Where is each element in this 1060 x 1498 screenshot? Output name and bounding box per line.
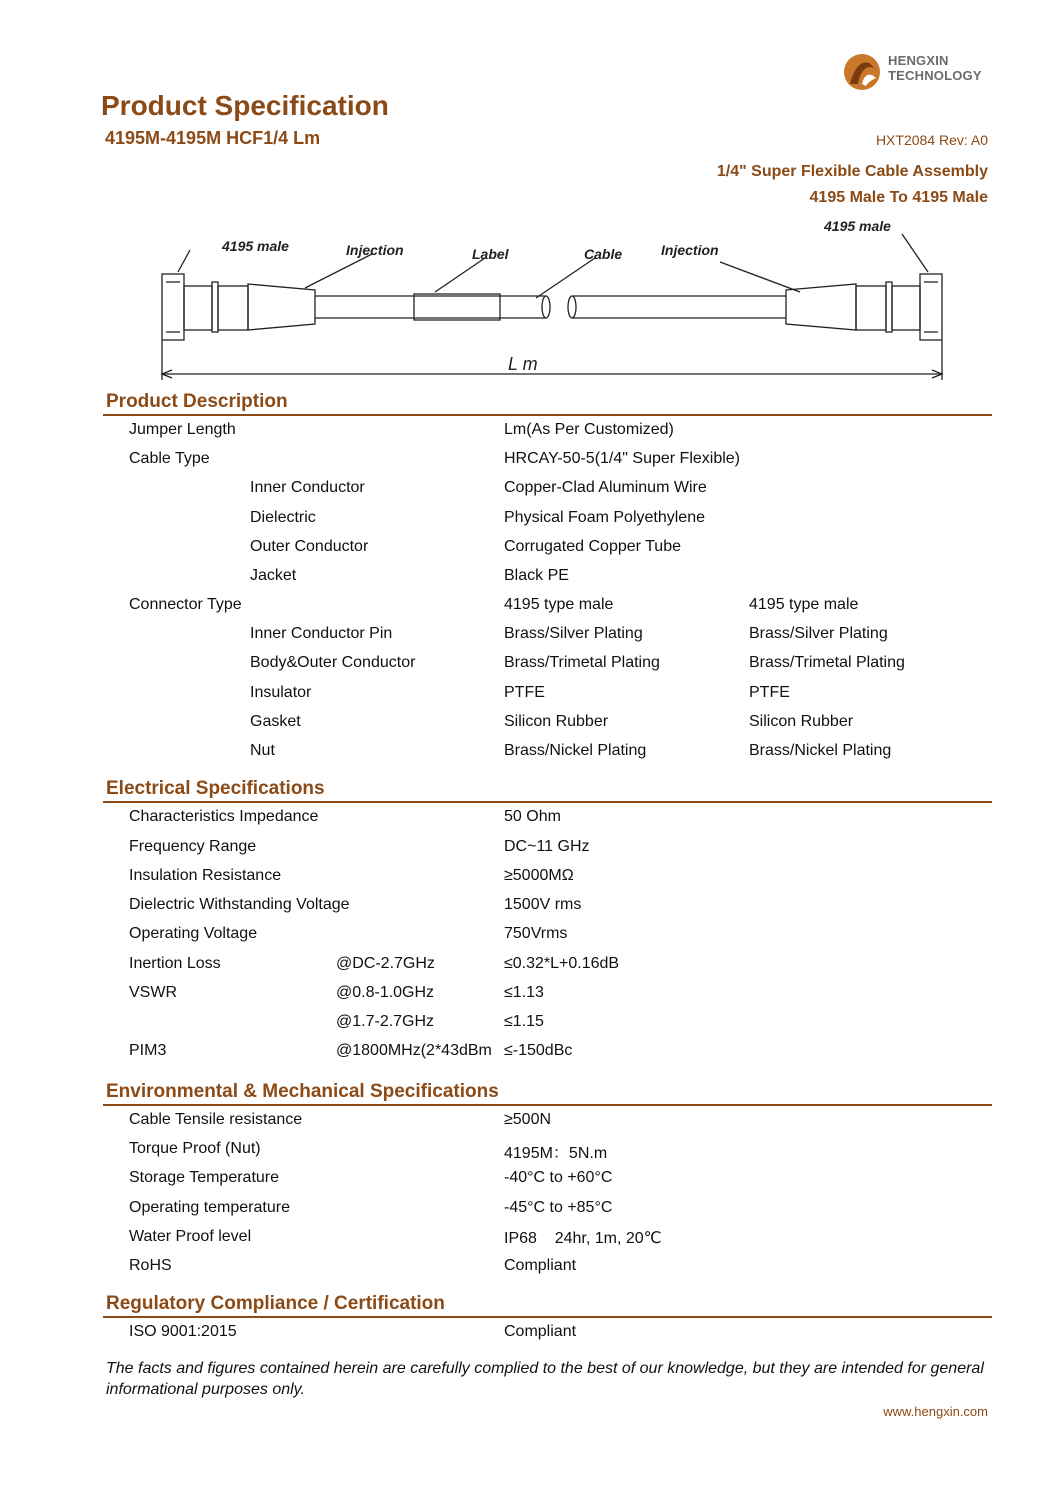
section-electrical-specifications: Electrical Specifications xyxy=(106,778,325,799)
spec-label: Cable Type xyxy=(129,450,210,467)
spec-value-2: Brass/Trimetal Plating xyxy=(749,654,905,671)
product-connector-subtitle: 4195 Male To 4195 Male xyxy=(809,189,988,206)
brand-line1: HENGXIN xyxy=(888,53,949,68)
spec-label: Storage Temperature xyxy=(129,1169,280,1186)
spec-condition: @1800MHz(2*43dBm xyxy=(336,1042,492,1059)
left-connector-label: 4195 male xyxy=(222,238,289,254)
label-callout: Label xyxy=(472,246,509,262)
spec-label: Frequency Range xyxy=(129,838,257,855)
cable-assembly-drawing xyxy=(150,212,960,387)
spec-value: HRCAY-50-5(1/4" Super Flexible) xyxy=(504,450,740,467)
spec-label: RoHS xyxy=(129,1257,172,1274)
spec-label: Connector Type xyxy=(129,596,242,613)
brand-line2: TECHNOLOGY xyxy=(888,68,982,83)
spec-value: ≤1.13 xyxy=(504,984,544,1001)
cable-callout: Cable xyxy=(584,246,623,262)
spec-value: Compliant xyxy=(504,1257,577,1274)
spec-condition: @1.7-2.7GHz xyxy=(336,1013,435,1030)
section-product-description: Product Description xyxy=(106,391,288,412)
spec-label: Gasket xyxy=(250,713,301,730)
spec-value: 4195M：5N.m xyxy=(504,1145,608,1162)
spec-label: Cable Tensile resistance xyxy=(129,1111,303,1128)
spec-label: Inner Conductor Pin xyxy=(250,625,393,642)
right-connector-label: 4195 male xyxy=(824,218,891,234)
spec-label: Operating Voltage xyxy=(129,925,258,942)
spec-label: Nut xyxy=(250,742,275,759)
spec-value: Silicon Rubber xyxy=(504,713,609,730)
disclaimer-text: The facts and figures contained herein are carefully complied to the best of our knowledge, but they are intended for general informational purposes only. xyxy=(106,1360,984,1398)
spec-condition: @DC-2.7GHz xyxy=(336,955,435,972)
page-title: Product Specification xyxy=(101,90,389,121)
product-subtitle: 1/4" Super Flexible Cable Assembly xyxy=(716,163,988,180)
section-divider xyxy=(103,1316,992,1318)
left-connector-nut xyxy=(162,274,184,340)
spec-label: Characteristics Impedance xyxy=(129,808,319,825)
section-divider xyxy=(103,801,992,803)
spec-label: Dielectric xyxy=(250,509,316,526)
spec-label: Operating temperature xyxy=(129,1199,290,1216)
spec-value-2: PTFE xyxy=(749,684,790,701)
spec-value: Black PE xyxy=(504,567,569,584)
spec-value: PTFE xyxy=(504,684,545,701)
cable-label-sleeve xyxy=(414,294,500,320)
spec-label: Outer Conductor xyxy=(250,538,369,555)
spec-value: Brass/Trimetal Plating xyxy=(504,654,660,671)
spec-value: Corrugated Copper Tube xyxy=(504,538,681,555)
spec-value: -40°C to +60°C xyxy=(504,1169,613,1186)
spec-label: Torque Proof (Nut) xyxy=(129,1140,261,1157)
spec-label: Inertion Loss xyxy=(129,955,221,972)
spec-value: IP68 24hr, 1m, 20℃ xyxy=(504,1230,662,1247)
spec-label: Body&Outer Conductor xyxy=(250,654,416,671)
spec-value: Brass/Silver Plating xyxy=(504,625,643,642)
spec-condition: @0.8-1.0GHz xyxy=(336,984,435,1001)
spec-label: Water Proof level xyxy=(129,1228,252,1245)
spec-value: ≤1.15 xyxy=(504,1013,544,1030)
section-environmental-mechanical: Environmental & Mechanical Specifications xyxy=(106,1081,499,1102)
spec-value: ≥500N xyxy=(504,1111,552,1128)
spec-label: Dielectric Withstanding Voltage xyxy=(129,896,350,913)
right-injection-label: Injection xyxy=(661,242,719,258)
spec-label: PIM3 xyxy=(129,1042,167,1059)
spec-value: 750Vrms xyxy=(504,925,568,942)
spec-value-2: 4195 type male xyxy=(749,596,859,613)
section-divider xyxy=(103,414,992,416)
spec-value: ≤0.32*L+0.16dB xyxy=(504,955,620,972)
spec-value: 1500V rms xyxy=(504,896,582,913)
spec-label: Jacket xyxy=(250,567,297,584)
right-connector-body xyxy=(892,286,920,330)
spec-value-2: Brass/Silver Plating xyxy=(749,625,888,642)
document-number: HXT2084 Rev: A0 xyxy=(875,132,988,148)
spec-value: ≥5000MΩ xyxy=(504,867,574,884)
section-divider xyxy=(103,1104,992,1106)
spec-label: Jumper Length xyxy=(129,421,236,438)
spec-value-2: Silicon Rubber xyxy=(749,713,854,730)
left-connector-body xyxy=(184,286,212,330)
spec-value: Compliant xyxy=(504,1323,577,1340)
website-link[interactable]: www.hengxin.com xyxy=(883,1404,988,1419)
brand-name xyxy=(888,53,982,83)
spec-value: ≤-150dBc xyxy=(504,1042,573,1059)
spec-value: 50 Ohm xyxy=(504,808,561,825)
spec-label: VSWR xyxy=(129,984,177,1001)
spec-value: DC~11 GHz xyxy=(504,838,590,855)
spec-value: 4195 type male xyxy=(504,596,614,613)
spec-value: Physical Foam Polyethylene xyxy=(504,509,705,526)
section-regulatory-compliance: Regulatory Compliance / Certification xyxy=(106,1293,445,1314)
left-injection-label: Injection xyxy=(346,242,404,258)
spec-label: Insulator xyxy=(250,684,312,701)
spec-label: ISO 9001:2015 xyxy=(129,1323,237,1340)
length-dimension: L m xyxy=(508,354,538,374)
right-connector-nut xyxy=(920,274,942,340)
spec-value: -45°C to +85°C xyxy=(504,1199,613,1216)
spec-label: Insulation Resistance xyxy=(129,867,282,884)
spec-value: Lm(As Per Customized) xyxy=(504,421,674,438)
model-number: 4195M-4195M HCF1/4 Lm xyxy=(105,128,321,148)
spec-label: Inner Conductor xyxy=(250,479,365,496)
spec-value: Brass/Nickel Plating xyxy=(504,742,647,759)
left-injection xyxy=(248,284,315,330)
spec-value-2: Brass/Nickel Plating xyxy=(749,742,892,759)
spec-value: Copper-Clad Aluminum Wire xyxy=(504,479,707,496)
